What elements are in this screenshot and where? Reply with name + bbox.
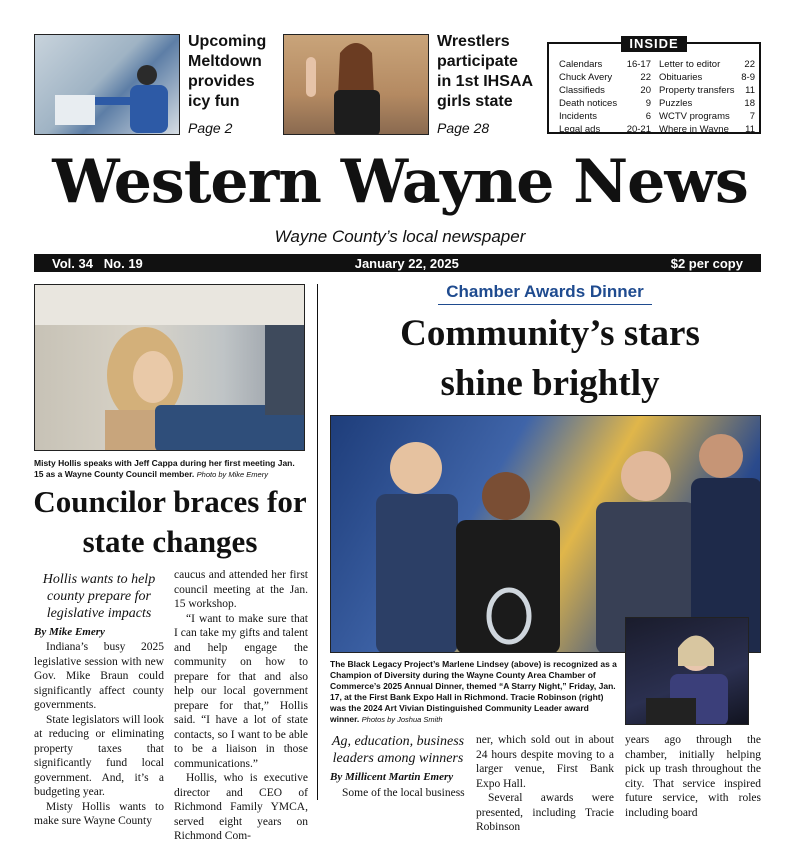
masthead-title[interactable]: Western Wayne News — [52, 147, 748, 217]
left-story-column-2: caucus and attended her first council meeting at the Jan. 15 workshop. “I want to make sure that I can take my gifts and talent and help engage the community on how to prepare for that and also help our local government prepare for that,” Hollis said. “I have a lot of state contacts, so I want to be able to be a liaison in those communications.” Hollis, who is executive director and CEO of Richmond Family YMCA, served eight years on Richmond Com- — [174, 569, 308, 842]
teaser-photo-wrestlers[interactable] — [283, 34, 429, 135]
inside-entry[interactable]: Puzzles 18 — [659, 98, 755, 109]
hollis-photo[interactable] — [34, 284, 305, 451]
left-story-deck: Hollis wants to help county prepare for legislative impacts — [42, 572, 156, 621]
main-story-column-2: ner, which sold out in about 24 hours despite moving to a larger venue, First Bank Expo Hall. Several awards were presented, including Tracie Robinson — [476, 734, 614, 833]
inside-entry[interactable]: Calendars 16-17 — [559, 59, 651, 70]
inside-entry[interactable]: Obituaries 8-9 — [659, 72, 755, 83]
main-story-column-1: Some of the local business — [342, 787, 465, 799]
inside-left-column — [559, 58, 651, 136]
inside-entry[interactable]: Legal ads 20-21 — [559, 124, 651, 135]
inside-entry[interactable]: Incidents 6 — [559, 111, 651, 122]
teaser-title-meltdown[interactable]: Upcoming Meltdown provides icy fun — [188, 33, 267, 110]
photo-credit: Photos by Joshua Smith — [361, 715, 443, 724]
issue-date: January 22, 2025 — [354, 255, 459, 271]
teaser-title-wrestlers[interactable]: Wrestlers participate in 1st IHSAA girls state — [437, 33, 533, 110]
inside-right-column — [659, 58, 755, 136]
awards-photo-caption: The Black Legacy Project’s Marlene Lindsey (above) is recognized as a Champion of Diversity during the Wayne County Area Chamber of Commerce’s 2025 Annual Dinner, themed “A Starry Night,” Friday, Jan. 17, at the First Bank Expo Hall in Richmond. Tracie Robinson (right) was the 2024 Art Vivian Distinguished Community Leader award winner. Photos by Joshua Smith — [330, 659, 617, 724]
hollis-photo-caption: Misty Hollis speaks with Jeff Cappa during her first meeting Jan. 15 as a Wayne County Council member. Photo by Mike Emery — [34, 458, 295, 479]
volume-issue: Vol. 34 No. 19 — [52, 255, 143, 271]
dateline-bar — [34, 254, 761, 272]
cover-price: $2 per copy — [670, 255, 743, 271]
column-divider — [317, 284, 318, 800]
main-story-byline: By Millicent Martin Emery — [330, 771, 454, 783]
inside-entry[interactable]: Where in Wayne 11 — [659, 124, 755, 135]
inside-index-box — [547, 36, 761, 135]
robinson-inset-photo[interactable] — [625, 617, 749, 725]
left-story-byline: By Mike Emery — [34, 626, 105, 638]
main-story-kicker[interactable]: Chamber Awards Dinner — [438, 282, 652, 305]
inside-entry[interactable]: Letter to editor 22 — [659, 59, 755, 70]
main-story-column-3: years ago through the chamber, initially helping pick up trash throughout the city. That service inspired future service, with roles including board — [625, 734, 761, 819]
teaser-photo-meltdown[interactable] — [34, 34, 180, 135]
meeting-scene-icon — [35, 285, 305, 451]
masthead-tagline: Wayne County’s local newspaper — [274, 227, 526, 246]
left-story-headline[interactable]: Councilor braces for state changes — [33, 484, 307, 559]
main-story-deck: Ag, education, business leaders among winners — [331, 734, 465, 766]
main-story-headline[interactable]: Community’s stars shine brightly — [400, 313, 700, 404]
inside-entry[interactable]: Property transfers 11 — [659, 85, 755, 96]
person-figure-icon — [35, 35, 180, 135]
photo-credit: Photo by Mike Emery — [196, 470, 268, 479]
inside-entry[interactable]: Classifieds 20 — [559, 85, 651, 96]
speaker-figure-icon — [626, 618, 749, 725]
teaser-page-meltdown: Page 2 — [188, 120, 233, 136]
inside-entry[interactable]: Death notices 9 — [559, 98, 651, 109]
left-story-column-1: Indiana’s busy 2025 legislative session with new Gov. Mike Braun could significantly affect county governments. State legislators will look at reducing or eliminating property taxes that significantly fund local government. And, it’s a budgeting year. Misty Hollis wants to make sure Wayne County — [34, 641, 164, 827]
inside-entry[interactable]: WCTV programs 7 — [659, 111, 755, 122]
wrestler-figure-icon — [284, 35, 429, 135]
teaser-page-wrestlers: Page 28 — [437, 120, 490, 136]
inside-entry[interactable]: Chuck Avery 22 — [559, 72, 651, 83]
inside-heading: INSIDE — [621, 36, 687, 52]
